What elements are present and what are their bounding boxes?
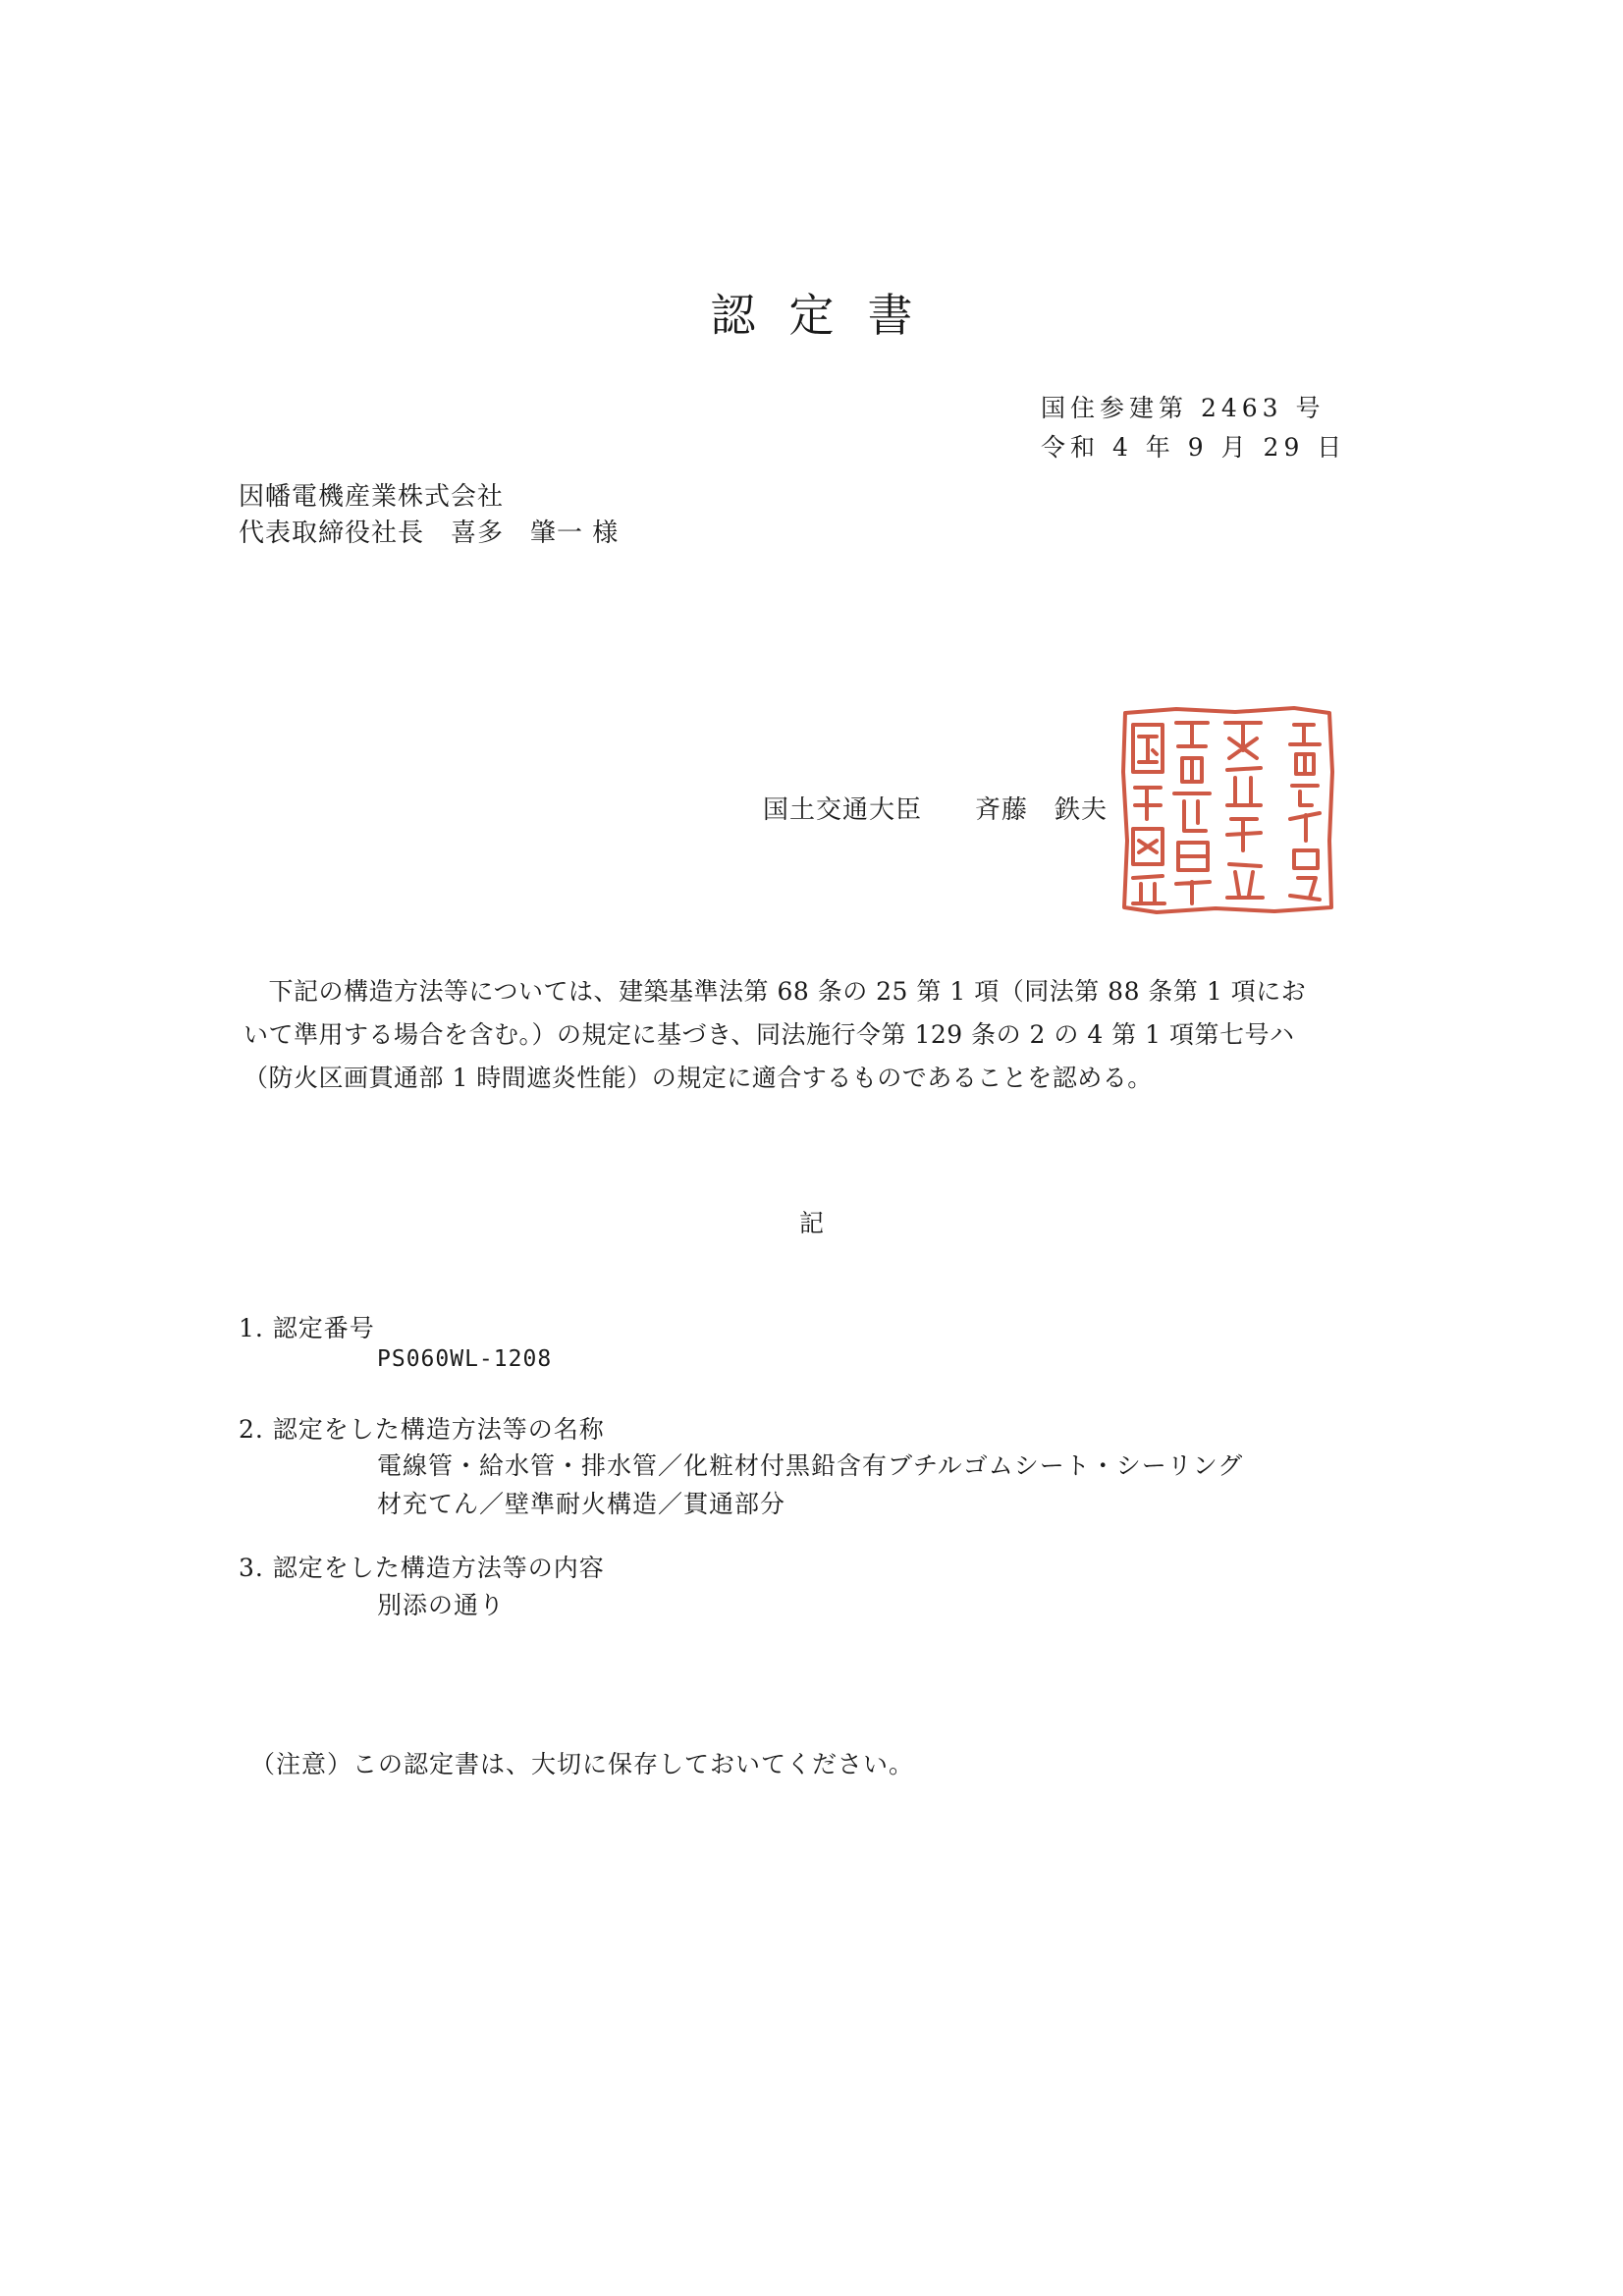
recipient-company: 因幡電機産業株式会社 (239, 482, 505, 512)
item-1-heading: 1. 認定番号 (239, 1314, 375, 1342)
item-2-heading: 2. 認定をした構造方法等の名称 (239, 1415, 605, 1444)
statement-line: （防火区画貫通部 1 時間遮炎性能）の規定に適合するものであることを認める。 (243, 1064, 1153, 1092)
certification-statement (243, 970, 1422, 1100)
ki-heading: 記 (798, 1209, 824, 1237)
item-3-value: 別添の通り (377, 1591, 506, 1619)
statement-line: 下記の構造方法等については、建築基準法第 68 条の 25 第 1 項（同法第 88 条第 1 項にお (243, 977, 1307, 1006)
item-1-value: PS060WL-1208 (377, 1346, 553, 1372)
document-date: 令和 4 年 9 月 29 日 (1041, 433, 1347, 462)
item-2-value-line-2: 材充てん／壁準耐火構造／貫通部分 (377, 1490, 786, 1518)
notice-text: （注意）この認定書は、大切に保存しておいてください。 (250, 1750, 915, 1778)
document-number: 国住参建第 2463 号 (1041, 394, 1325, 422)
document-title: 認定書 (710, 289, 947, 342)
statement-line: いて準用する場合を含む。）の規定に基づき、同法施行令第 129 条の 2 の 4 第 1 項第七号ハ (243, 1020, 1295, 1049)
item-2-value-line-1: 電線管・給水管・排水管／化粧材付黒鉛含有ブチルゴムシート・シーリング (377, 1451, 1244, 1480)
official-seal-icon (1117, 703, 1337, 917)
recipient-person: 代表取締役社長 喜多 肇一 様 (239, 519, 620, 548)
item-3-heading: 3. 認定をした構造方法等の内容 (239, 1554, 605, 1582)
issuer-name: 国土交通大臣 斉藤 鉄夫 (763, 795, 1109, 825)
